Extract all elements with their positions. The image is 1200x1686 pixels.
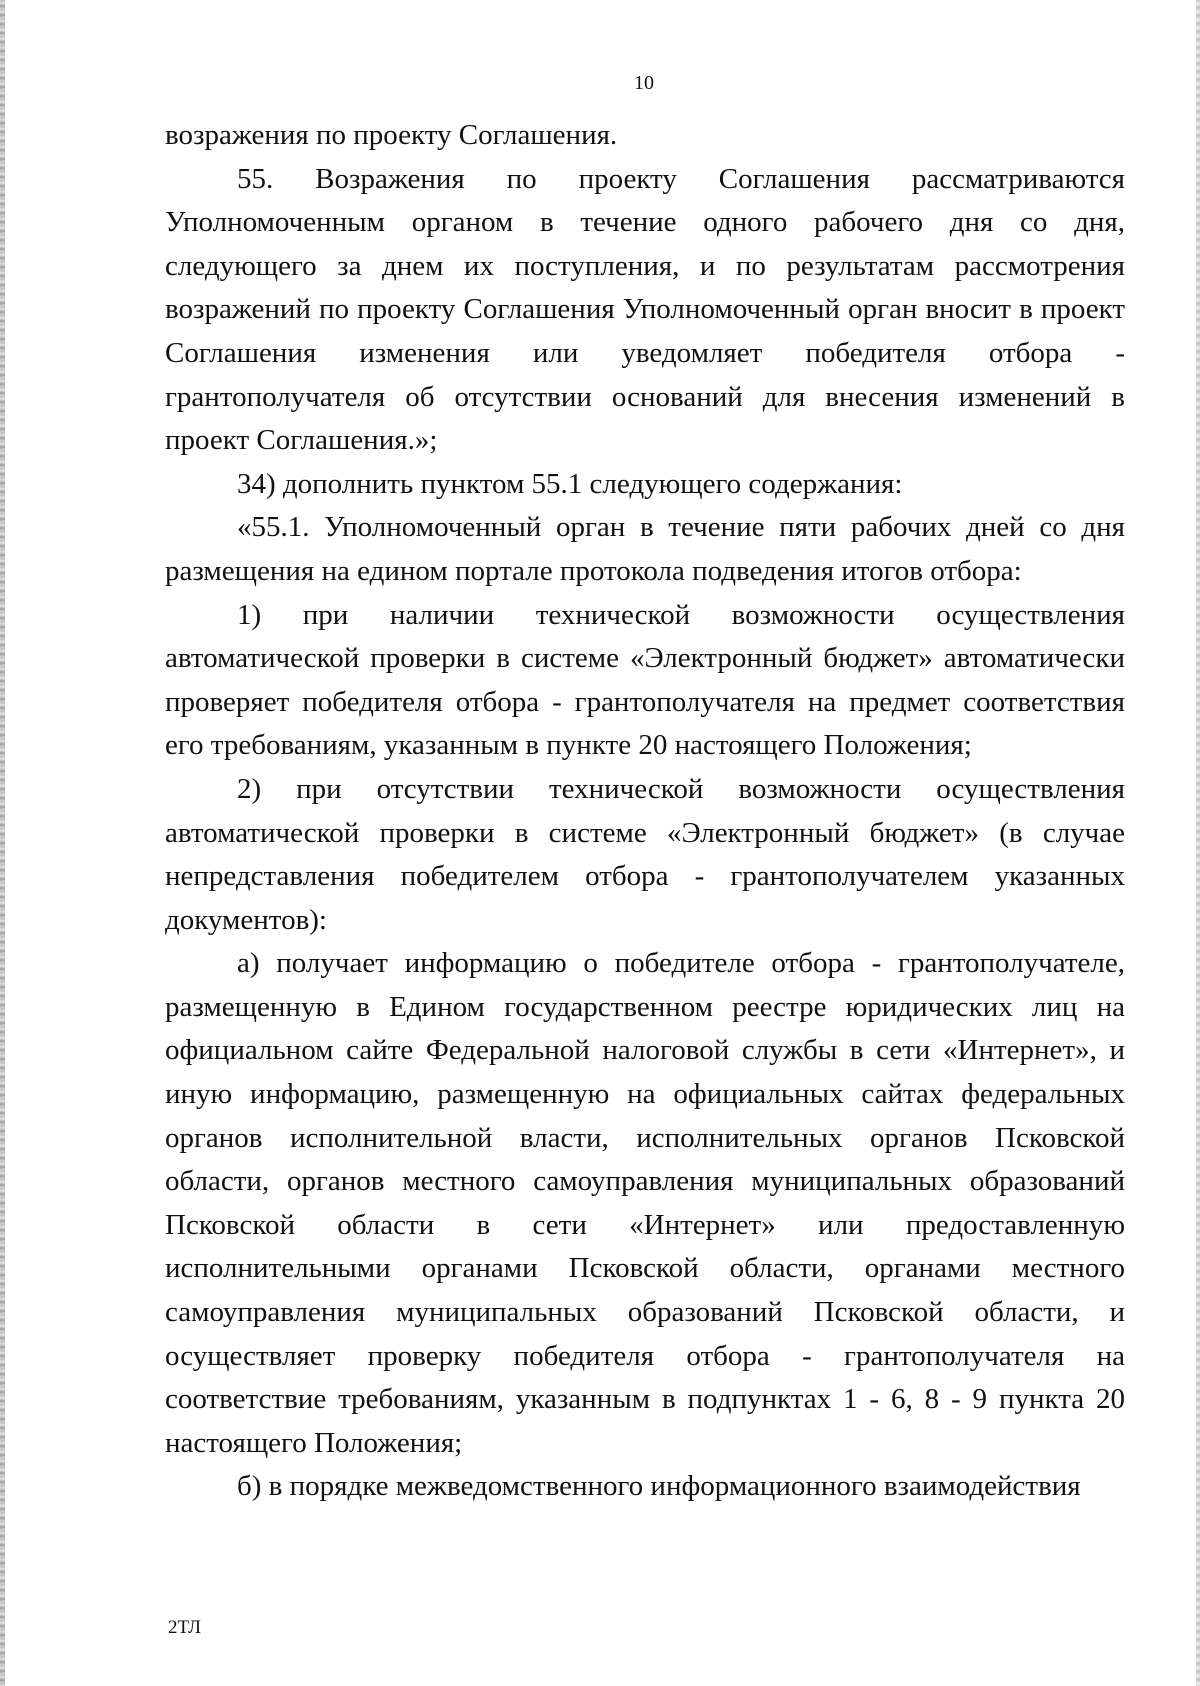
paragraph-item-55: 55. Возражения по проекту Соглашения рассматриваются Уполномоченным органом в течение одного рабочего дня со дня, следующего за днем их поступления, и по результатам рассмотрения возражений по проекту Соглашения Уполномоченный орган вносит в проект Соглашения изменения или уведомляет победителя отбора - грантополучателя об отсутствии оснований для внесения изменений в проект Соглашения.»; (165, 162, 1125, 457)
scan-edge-right (1196, 0, 1200, 1686)
paragraph-item-55-1: «55.1. Уполномоченный орган в течение пяти рабочих дней со дня размещения на едином портале протокола подведения итогов отбора: (165, 511, 1125, 587)
paragraph-continuation: возражения по проекту Соглашения. (165, 119, 618, 151)
paragraph-subitem-2: 2) при отсутствии технической возможности осуществления автоматической проверки в системе «Электронный бюджет» (в случае непредставления победителем отбора - грантополучателем указанных документов): (165, 772, 1125, 936)
page-number: 10 (634, 72, 654, 94)
paragraph-subitem-a: а) получает информацию о победителе отбора - грантополучателе, размещенную в Едином государственном реестре юридических лиц на официальном сайте Федеральной налоговой службы в сети «Интернет», и иную информацию, размещенную на официальных сайтах федеральных органов исполнительной власти, исполнительных органов Псковской области, органов местного самоуправления муниципальных образований Псковской области в сети «Интернет» или предоставленную исполнительными органами Псковской области, органами местного самоуправления муниципальных образований Псковской области, и осуществляет проверку победителя отбора - грантополучателя на соответствие требованиям, указанным в подпунктах 1 - 6, 8 - 9 пункта 20 настоящего Положения; (165, 947, 1125, 1459)
scan-edge-left (0, 0, 5, 1686)
paragraph-subitem-b: б) в порядке межведомственного информационного взаимодействия (237, 1470, 1081, 1503)
document-body (165, 114, 1125, 1509)
footer-code: 2ТЛ (168, 1617, 202, 1638)
paragraph-amendment-34: 34) дополнить пунктом 55.1 следующего содержания: (237, 467, 903, 500)
paragraph-subitem-1: 1) при наличии технической возможности осуществления автоматической проверки в системе «Электронный бюджет» автоматически проверяет победителя отбора - грантополучателя на предмет соответствия его требованиям, указанным в пункте 20 настоящего Положения; (165, 598, 1125, 762)
